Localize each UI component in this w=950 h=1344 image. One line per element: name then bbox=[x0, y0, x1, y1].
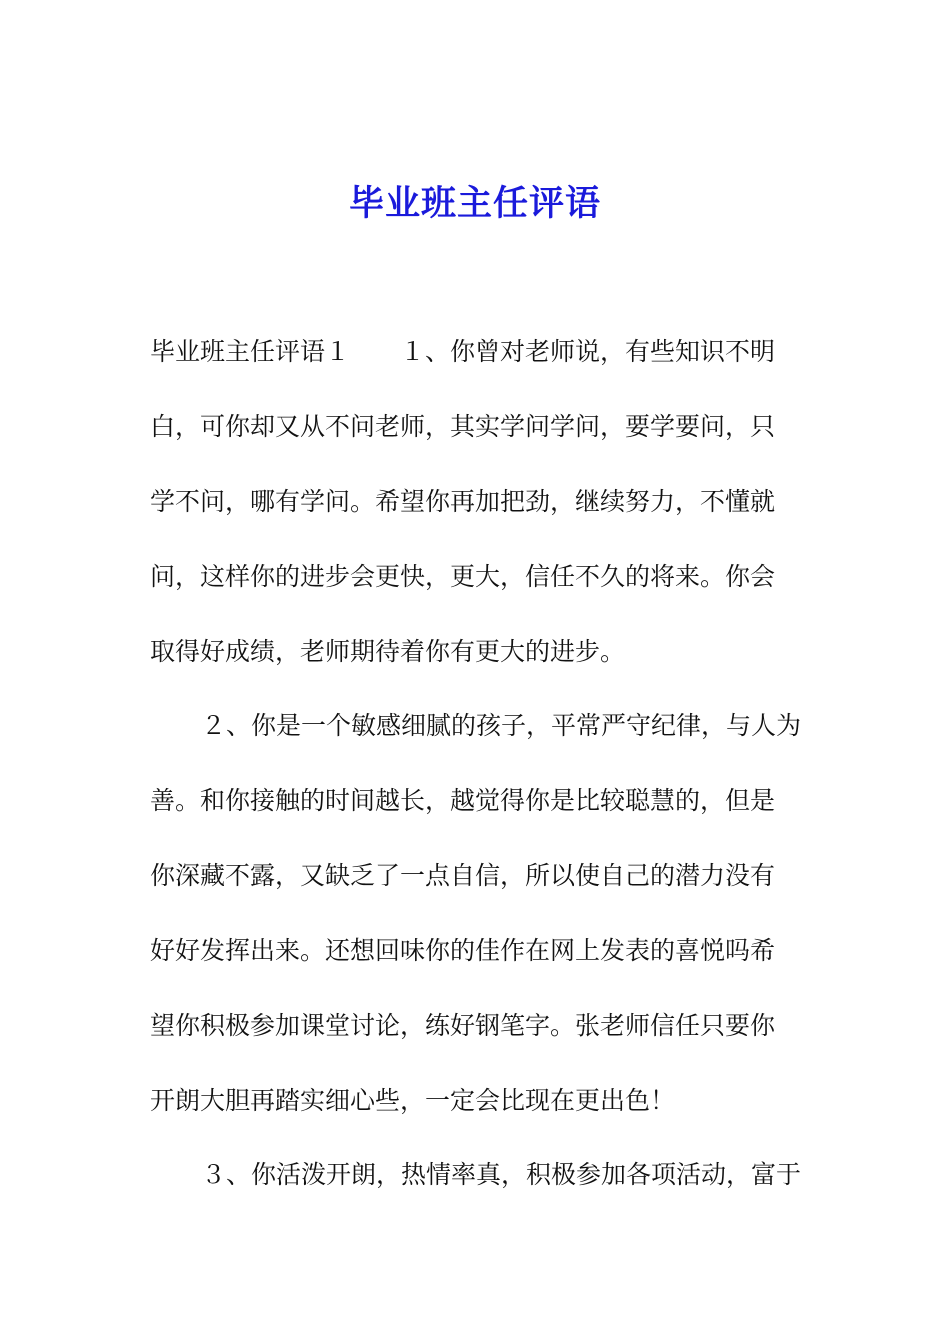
section-heading: 毕业班主任评语１ bbox=[150, 337, 351, 366]
paragraph-line-2: 白，可你却又从不问老师，其实学问学问，要学要问，只 bbox=[150, 412, 776, 441]
paragraph-line-9: 好好发挥出来。还想回味你的佳作在网上发表的喜悦吗希 bbox=[150, 936, 776, 965]
paragraph-line-4: 问，这样你的进步会更快，更大，信任不久的将来。你会 bbox=[150, 562, 776, 591]
paragraph-line-1 bbox=[150, 332, 810, 372]
paragraph-line-6: ２、你是一个敏感细腻的孩子，平常严守纪律，与人为 bbox=[201, 711, 802, 740]
paragraph-line-5: 取得好成绩，老师期待着你有更大的进步。 bbox=[150, 637, 626, 666]
paragraph-line-8: 你深藏不露，又缺乏了一点自信，所以使自己的潜力没有 bbox=[150, 861, 776, 890]
paragraph-line-10: 望你积极参加课堂讨论，练好钢笔字。张老师信任只要你 bbox=[150, 1011, 776, 1040]
paragraph-line-11: 开朗大胆再踏实细心些，一定会比现在更出色！ bbox=[150, 1086, 676, 1115]
paragraph-line-3: 学不问，哪有学问。希望你再加把劲，继续努力，不懂就 bbox=[150, 487, 776, 516]
document-title: 毕业班主任评语 bbox=[348, 183, 601, 224]
line-text: １、你曾对老师说，有些知识不明 bbox=[400, 337, 776, 366]
paragraph-line-7: 善。和你接触的时间越长，越觉得你是比较聪慧的，但是 bbox=[150, 786, 776, 815]
paragraph-line-12: ３、你活泼开朗，热情率真，积极参加各项活动，富于 bbox=[201, 1160, 802, 1189]
